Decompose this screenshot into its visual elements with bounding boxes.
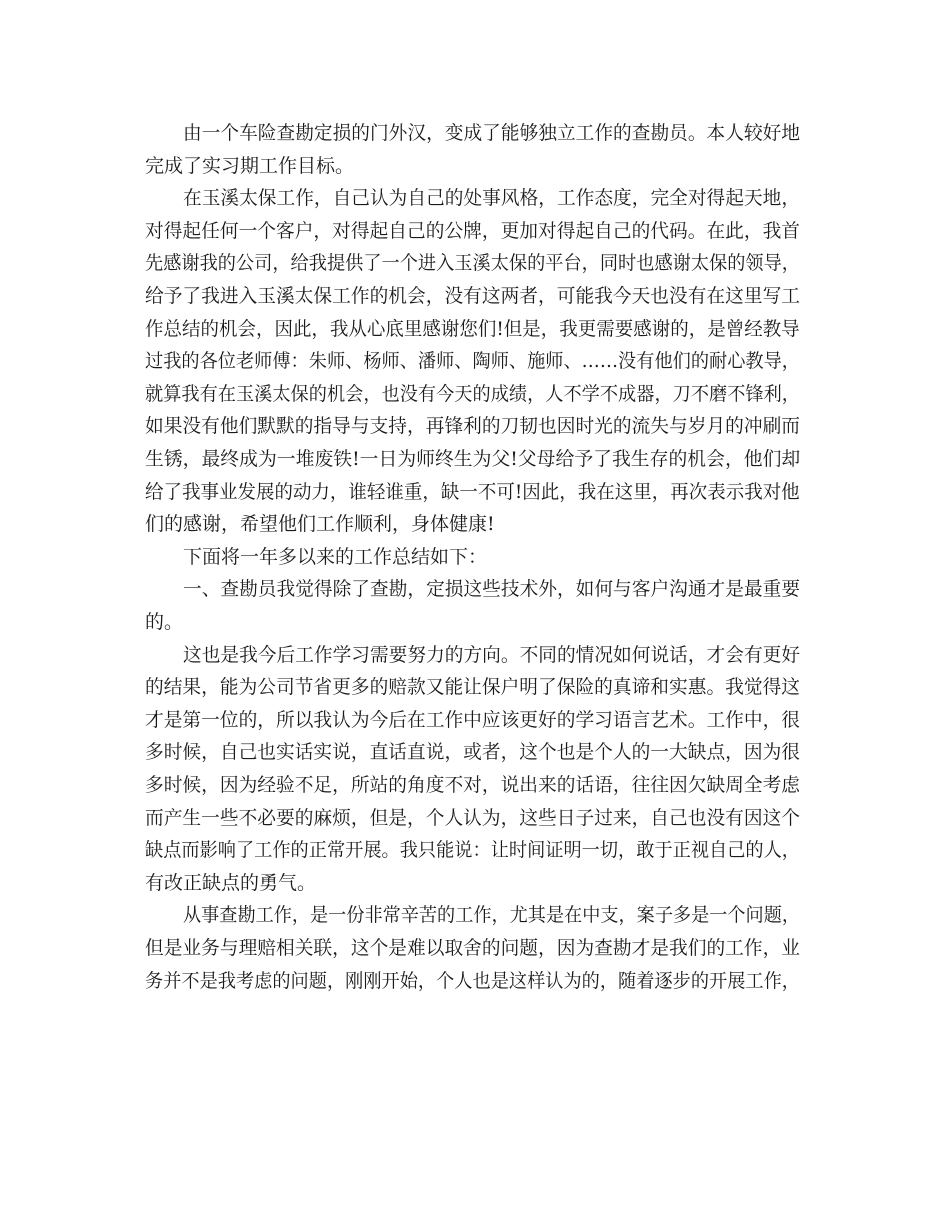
text-line: 而产生一些不必要的麻烦，但是，个人认为，这些日子过来，自己也没有因这个 [145, 807, 801, 829]
text-line: 的。 [145, 611, 184, 633]
text-line: 生锈，最终成为一堆废铁!一日为师终生为父!父母给予了我生存的机会，他们却 [145, 448, 801, 470]
text-line: 作总结的机会，因此，我从心底里感谢您们!但是，我更需要感谢的，是曾经教导 [145, 318, 800, 340]
text-line: 一、查勘员我觉得除了查勘，定损这些技术外，如何与客户沟通才是最重要 [183, 578, 801, 600]
text-line: 就算我有在玉溪太保的机会，也没有今天的成绩，人不学不成器，刀不磨不锋利， [145, 383, 801, 405]
text-line: 的结果，能为公司节省更多的赔款又能让保户明了保险的真谛和实惠。我觉得这 [145, 676, 801, 698]
text-line: 完成了实习期工作目标。 [145, 155, 355, 177]
text-line: 多时候，自己也实话实说，直话直说，或者，这个也是个人的一大缺点，因为很 [145, 741, 801, 763]
text-line: 过我的各位老师傅：朱师、杨师、潘师、陶师、施师、……没有他们的耐心教导， [145, 350, 801, 372]
text-line: 如果没有他们默默的指导与支持，再锋利的刀韧也因时光的流失与岁月的冲刷而 [145, 415, 801, 437]
text-line: 这也是我今后工作学习需要努力的方向。不同的情况如何说话，才会有更好 [183, 644, 801, 666]
text-line: 在玉溪太保工作，自己认为自己的处事风格，工作态度，完全对得起天地， [183, 187, 801, 209]
text-line: 缺点而影响了工作的正常开展。我只能说：让时间证明一切，敢于正视自己的人， [145, 839, 801, 861]
text-line: 有改正缺点的勇气。 [145, 872, 317, 894]
text-line: 给了我事业发展的动力，谁轻谁重，缺一不可!因此，我在这里，再次表示我对他 [145, 481, 800, 503]
text-line: 们的感谢，希望他们工作顺利，身体健康! [145, 513, 495, 535]
text-line: 对得起任何一个客户，对得起自己的公牌，更加对得起自己的代码。在此，我首 [145, 220, 801, 242]
text-line: 务并不是我考虑的问题，刚刚开始，个人也是这样认为的，随着逐步的开展工作， [145, 970, 801, 992]
text-line: 先感谢我的公司，给我提供了一个进入玉溪太保的平台，同时也感谢太保的领导， [145, 252, 801, 274]
text-line: 多时候，因为经验不足，所站的角度不对，说出来的话语，往往因欠缺周全考虑 [145, 774, 801, 796]
text-line: 下面将一年多以来的工作总结如下： [183, 546, 488, 568]
text-line: 从事查勘工作，是一份非常辛苦的工作，尤其是在中支，案子多是一个问题， [183, 904, 801, 926]
text-line: 才是第一位的，所以我认为今后在工作中应该更好的学习语言艺术。工作中，很 [145, 709, 801, 731]
text-line: 但是业务与理赔相关联，这个是难以取舍的问题，因为查勘才是我们的工作，业 [145, 937, 801, 959]
text-line: 由一个车险查勘定损的门外汉，变成了能够独立工作的查勘员。本人较好地 [183, 122, 801, 144]
text-line: 给予了我进入玉溪太保工作的机会，没有这两者，可能我今天也没有在这里写工 [145, 285, 801, 307]
